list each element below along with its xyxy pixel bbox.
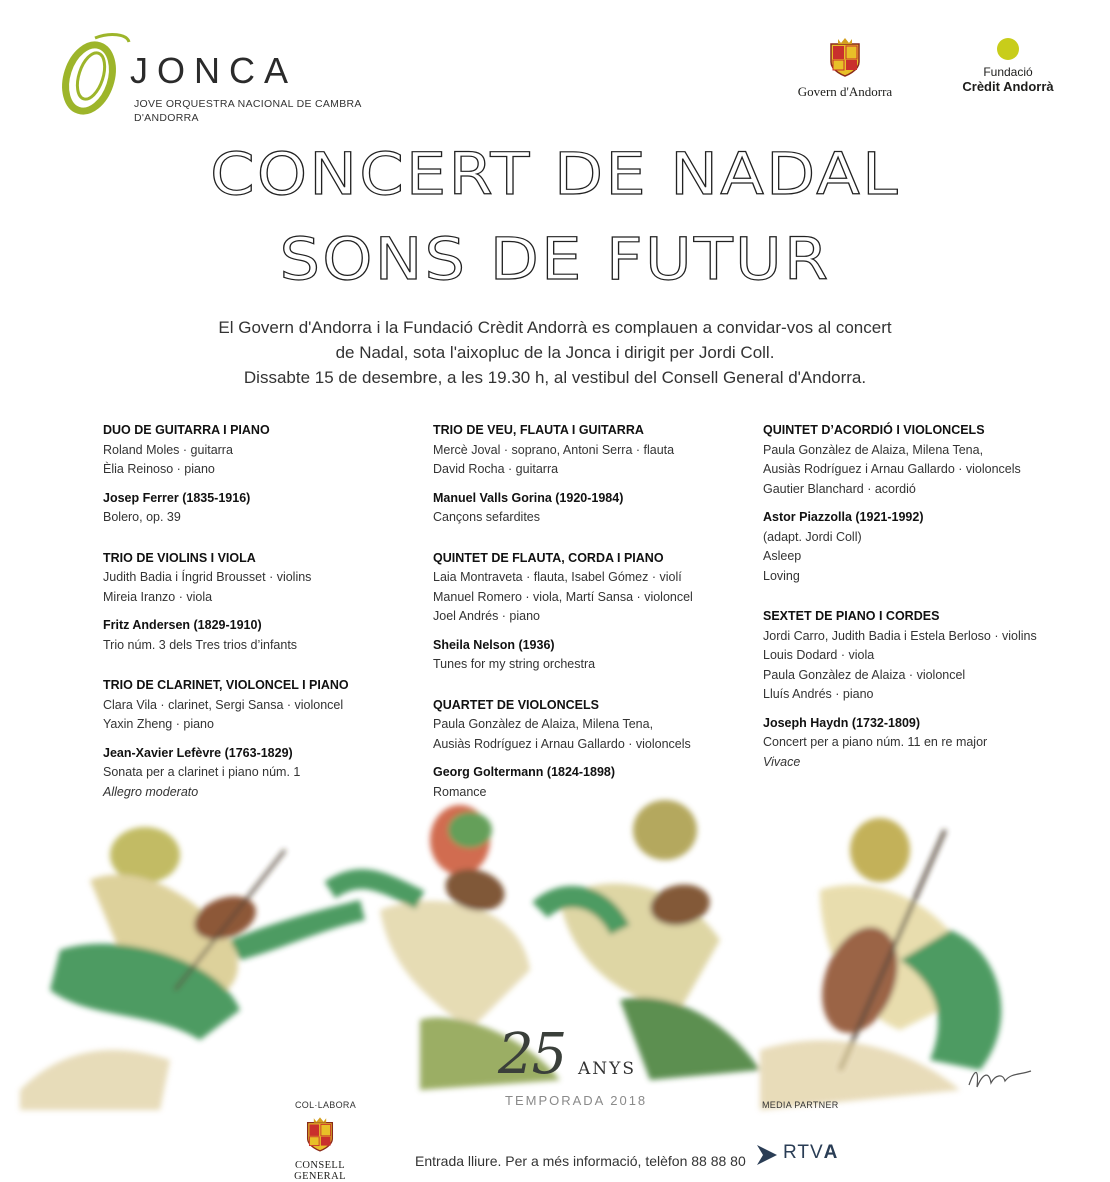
rtva-wordmark	[783, 1142, 838, 1164]
composer-block	[763, 508, 1073, 586]
ensemble-block	[763, 607, 1073, 705]
work-line: Bolero, op. 39	[103, 510, 181, 524]
consell-coat-of-arms-icon	[305, 1117, 335, 1153]
ensemble-block	[433, 696, 743, 755]
ensemble-block	[433, 421, 743, 480]
ensemble-block	[103, 549, 413, 608]
ensemble-block	[763, 421, 1073, 499]
composer-name: Sheila Nelson (1936)	[433, 637, 555, 652]
invitation-text	[200, 315, 910, 390]
performer-line: Yaxin Zheng · piano	[103, 717, 214, 731]
performer-line: Paula Gonzàlez de Alaiza · violoncel	[763, 667, 966, 682]
composer-block	[433, 489, 743, 528]
rtva-wordmark-a: A	[823, 1142, 839, 1163]
season-label: TEMPORADA 2018	[505, 1093, 648, 1108]
govern-andorra-label: Govern d'Andorra	[797, 84, 893, 99]
rtva-wordmark-rtv: RTV	[783, 1142, 824, 1163]
performer-line: Paula Gonzàlez de Alaiza, Milena Tena,	[763, 442, 984, 457]
fundacio-label: Fundació	[983, 65, 1033, 79]
ensemble-block	[433, 549, 743, 627]
concert-title: CONCERT DE NADAL	[210, 140, 900, 208]
performer-line: Ausiàs Rodríguez i Arnau Gallardo · violoncels	[433, 736, 691, 751]
performer-line: Mireia Iranzo · viola	[103, 589, 213, 604]
composer-block	[103, 616, 413, 655]
work-line: Cançons sefardites	[433, 510, 541, 524]
work-line: Sonata per a clarinet i piano núm. 1	[103, 765, 301, 779]
composer-block	[103, 489, 413, 528]
performer-line: David Rocha · guitarra	[433, 462, 559, 476]
work-line: Tunes for my string orchestra	[433, 657, 596, 671]
performer-line: Joel Andrés · piano	[433, 609, 541, 623]
ensemble-heading: TRIO DE VEU, FLAUTA I GUITARRA	[433, 423, 644, 437]
performer-line: Jordi Carro, Judith Badia i Estela Berloso · violins	[763, 628, 1037, 643]
performer-line: Lluís Andrés · piano	[763, 687, 874, 701]
govern-andorra-logo	[790, 38, 900, 100]
colabora-label: COL·LABORA	[295, 1100, 357, 1110]
performer-line: Paula Gonzàlez de Alaiza, Milena Tena,	[433, 717, 654, 731]
work-line: (adapt. Jordi Coll)	[763, 529, 862, 544]
performer-line: Judith Badia i Íngrid Brousset · violins	[103, 570, 312, 584]
performer-line: Roland Moles · guitarra	[103, 442, 233, 457]
jonca-logo-subtitle	[134, 97, 374, 125]
free-entry-info: Entrada lliure. Per a més informació, telèfon 88 88 80	[415, 1153, 746, 1169]
ensemble-heading: QUARTET DE VIOLONCELS	[433, 697, 599, 712]
performer-line: Ausiàs Rodríguez i Arnau Gallardo · violoncels	[763, 462, 1021, 476]
ensemble-heading: QUINTET D’ACORDIÓ I VIOLONCELS	[763, 423, 985, 437]
performer-line: Louis Dodard · viola	[763, 648, 875, 662]
jonca-subtitle-line-2: D'ANDORRA	[134, 112, 199, 124]
fundacio-credit-andorra-logo	[948, 38, 1068, 94]
composer-name: Jean-Xavier Lefèvre (1763-1829)	[103, 745, 293, 760]
performer-line: Manuel Romero · viola, Martí Sansa · violoncel	[433, 589, 693, 604]
invitation-line-1: El Govern d'Andorra i la Fundació Crèdit Andorrà es complauen a convidar-vos al concert	[218, 318, 892, 337]
composer-name: Georg Goltermann (1824-1898)	[433, 765, 616, 779]
performer-line: Gautier Blanchard · acordió	[763, 481, 916, 496]
invitation-line-2: de Nadal, sota l'aixopluc de la Jonca i dirigit per Jordi Coll.	[335, 343, 775, 362]
program-column-1	[103, 421, 413, 823]
work-line: Trio núm. 3 dels Tres trios d’infants	[103, 637, 298, 652]
performer-line: Laia Montraveta · flauta, Isabel Gómez · violí	[433, 570, 682, 584]
concert-subtitle: SONS DE FUTUR	[279, 225, 831, 293]
consell-general-label: CONSELL GENERAL	[294, 1160, 346, 1182]
ensemble-block	[103, 421, 413, 480]
jonca-logo-mark	[55, 28, 135, 120]
ensemble-heading: QUINTET DE FLAUTA, CORDA I PIANO	[433, 550, 664, 565]
andorra-coat-of-arms-icon	[828, 38, 862, 78]
rtva-arrow-icon	[755, 1143, 779, 1167]
composer-name: Josep Ferrer (1835-1916)	[103, 490, 251, 505]
consell-general-logo	[270, 1117, 370, 1182]
ensemble-heading: DUO DE GUITARRA I PIANO	[103, 423, 270, 437]
credit-andorra-label: Crèdit Andorrà	[962, 79, 1054, 94]
jonca-logo-name: JONCA	[130, 50, 298, 91]
work-line: Loving	[763, 568, 800, 583]
fundacio-logo-icon	[997, 38, 1019, 60]
composer-name: Astor Piazzolla (1921-1992)	[763, 510, 924, 524]
artist-signature	[965, 1063, 1035, 1093]
ensemble-heading: SEXTET DE PIANO I CORDES	[763, 609, 940, 623]
performer-line: Clara Vila · clarinet, Sergi Sansa · violoncel	[103, 697, 344, 712]
composer-block	[763, 714, 1073, 773]
composer-name: Manuel Valls Gorina (1920-1984)	[433, 490, 624, 505]
work-line: Romance	[433, 784, 487, 799]
anniversary-number: 25	[498, 1022, 566, 1087]
composer-name: Joseph Haydn (1732-1809)	[763, 715, 921, 730]
ensemble-block	[103, 676, 413, 735]
media-partner-label: MEDIA PARTNER	[762, 1100, 839, 1110]
performer-line: Èlia Reinoso · piano	[103, 462, 215, 476]
movement-line: Vivace	[763, 754, 801, 769]
program-column-3	[763, 421, 1073, 793]
composer-block	[433, 636, 743, 675]
anniversary-word: ANYS	[578, 1059, 637, 1079]
program-column-2	[433, 421, 743, 823]
work-line: Concert per a piano núm. 11 en re major	[763, 735, 988, 749]
jonca-subtitle-line-1: JOVE ORQUESTRA NACIONAL DE CAMBRA	[134, 98, 362, 110]
ensemble-heading: TRIO DE VIOLINS I VIOLA	[103, 550, 256, 565]
work-line: Asleep	[763, 549, 802, 563]
movement-line: Allegro moderato	[103, 784, 199, 799]
invitation-line-3: Dissabte 15 de desembre, a les 19.30 h, al vestibul del Consell General d'Andorra.	[243, 368, 867, 387]
performer-line: Mercè Joval · soprano, Antoni Serra · flauta	[433, 442, 675, 457]
composer-name: Fritz Andersen (1829-1910)	[103, 618, 262, 632]
ensemble-heading: TRIO DE CLARINET, VIOLONCEL I PIANO	[103, 678, 349, 692]
